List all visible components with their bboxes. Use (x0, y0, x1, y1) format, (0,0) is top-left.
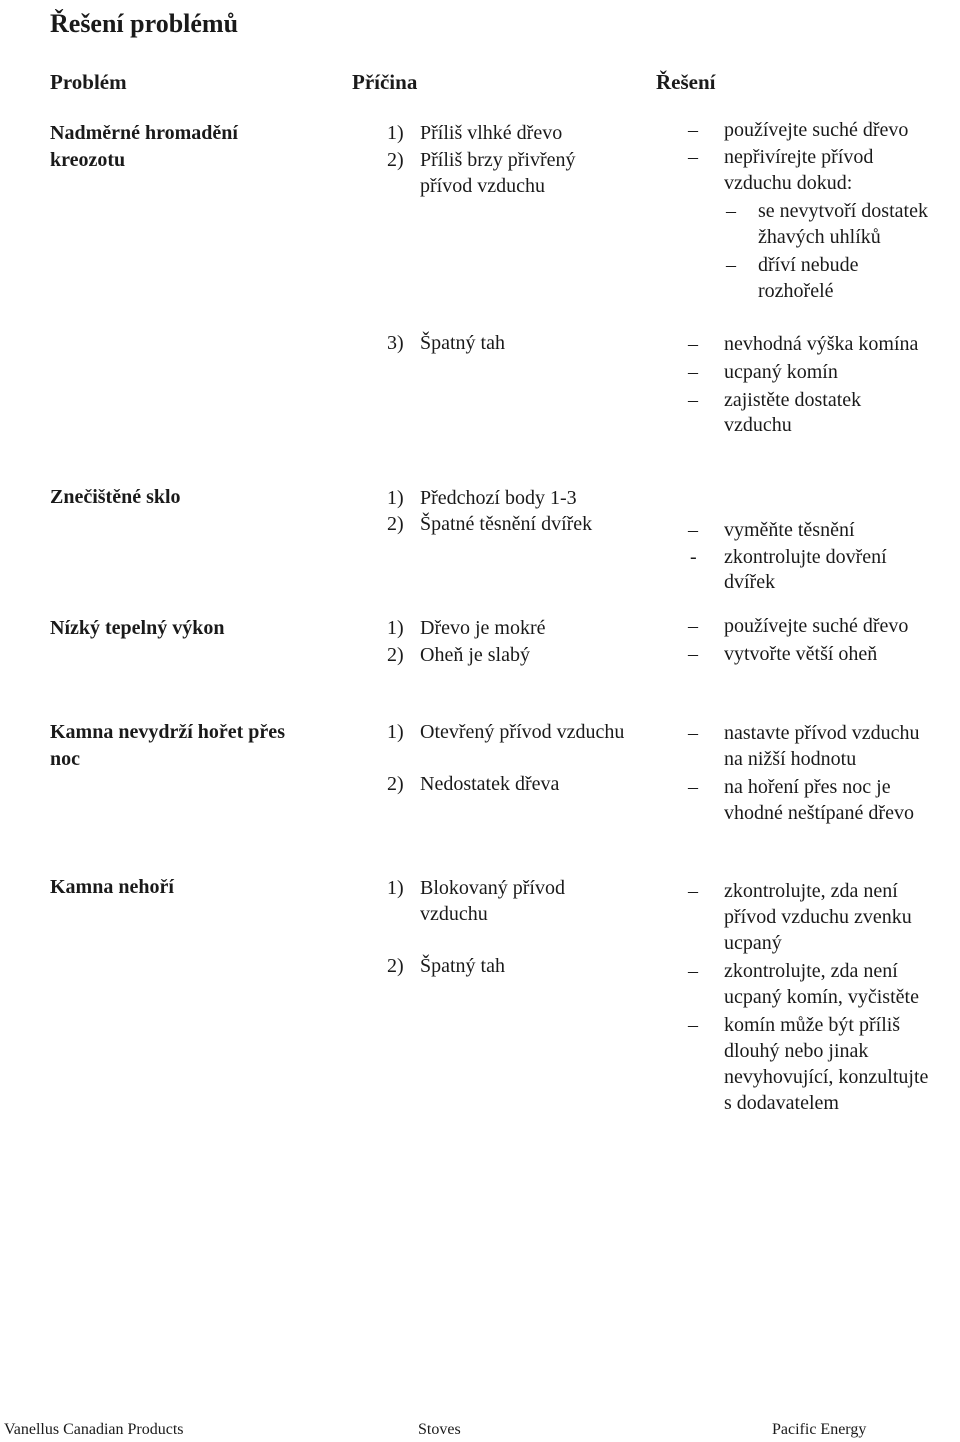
solution-text: vhodné neštípané dřevo (724, 802, 914, 824)
cause-number: 1) (387, 617, 404, 639)
footer-brand: Pacific Energy (772, 1421, 867, 1438)
solution-text: nevyhovující, konzultujte (724, 1066, 929, 1088)
solution-dash: – (688, 361, 698, 383)
solution-dash: – (688, 519, 698, 541)
solution-text: na hoření přes noc je (724, 776, 891, 798)
solution-text: ucpaný komín (724, 361, 838, 383)
cause-text: přívod vzduchu (420, 175, 545, 197)
solution-dash: – (726, 200, 736, 222)
cause-text: Blokovaný přívod (420, 877, 565, 899)
problem-label: Znečištěné sklo (50, 486, 181, 508)
cause-number: 1) (387, 487, 404, 509)
column-header-cause: Příčina (352, 70, 418, 94)
cause-number: 1) (387, 721, 404, 743)
cause-text: Nedostatek dřeva (420, 773, 560, 795)
solution-dash: – (688, 615, 698, 637)
solution-text: žhavých uhlíků (758, 226, 881, 248)
cause-number: 2) (387, 513, 404, 535)
solution-text: zkontrolujte dovření (724, 546, 887, 568)
solution-text: používejte suché dřevo (724, 119, 909, 141)
column-header-problem: Problém (50, 70, 127, 94)
solution-text: používejte suché dřevo (724, 615, 909, 637)
solution-text: zajistěte dostatek (724, 389, 862, 411)
solution-text: dlouhý nebo jinak (724, 1040, 869, 1062)
solution-text: dvířek (724, 571, 776, 593)
solution-text: vzduchu (724, 414, 792, 436)
footer-company: Vanellus Canadian Products (4, 1421, 184, 1438)
solution-text: nastavte přívod vzduchu (724, 722, 920, 744)
solution-text: zkontrolujte, zda není (724, 880, 898, 902)
solution-dash: – (688, 333, 698, 355)
problem-label: Kamna nehoří (50, 876, 174, 898)
solution-dash: – (688, 776, 698, 798)
cause-number: 2) (387, 773, 404, 795)
cause-number: 1) (387, 122, 404, 144)
solution-dash: – (688, 722, 698, 744)
cause-text: Oheň je slabý (420, 644, 530, 666)
problem-label: Kamna nevydrží hořet přes (50, 721, 285, 743)
solution-dash: – (688, 389, 698, 411)
solution-dash: - (690, 546, 697, 568)
solution-dash: – (688, 1014, 698, 1036)
cause-number: 2) (387, 644, 404, 666)
solution-text: vzduchu dokud: (724, 172, 853, 194)
cause-text: Otevřený přívod vzduchu (420, 721, 625, 743)
problem-label: noc (50, 748, 80, 770)
solution-text: s dodavatelem (724, 1092, 839, 1114)
cause-number: 1) (387, 877, 404, 899)
cause-text: vzduchu (420, 903, 488, 925)
solution-text: vytvořte větší oheň (724, 643, 878, 665)
solution-text: nevhodná výška komína (724, 333, 919, 355)
solution-dash: – (688, 643, 698, 665)
solution-dash: – (688, 960, 698, 982)
solution-text: komín může být příliš (724, 1014, 901, 1036)
solution-dash: – (688, 880, 698, 902)
problem-label: Nadměrné hromadění (50, 122, 238, 144)
cause-text: Špatný tah (420, 332, 505, 354)
solution-text: ucpaný komín, vyčistěte (724, 986, 919, 1008)
solution-text: se nevytvoří dostatek (758, 200, 928, 222)
cause-text: Příliš vlhké dřevo (420, 122, 563, 144)
page-title: Řešení problémů (50, 9, 239, 38)
solution-text: přívod vzduchu zvenku (724, 906, 912, 928)
solution-text: na nižší hodnotu (724, 748, 857, 770)
solution-dash: – (688, 119, 698, 141)
problem-label: kreozotu (50, 149, 126, 171)
solution-dash: – (726, 254, 736, 276)
footer-category: Stoves (418, 1421, 461, 1438)
cause-text: Dřevo je mokré (420, 617, 546, 639)
cause-text: Předchozí body 1-3 (420, 487, 577, 509)
cause-text: Špatný tah (420, 955, 505, 977)
cause-number: 3) (387, 332, 404, 354)
solution-text: vyměňte těsnění (724, 519, 855, 541)
problem-label: Nízký tepelný výkon (50, 617, 225, 639)
solution-text: nepřivírejte přívod (724, 146, 874, 168)
cause-text: Příliš brzy přivřený (420, 149, 576, 171)
solution-text: dříví nebude (758, 254, 859, 276)
solution-dash: – (688, 146, 698, 168)
column-header-solution: Řešení (656, 70, 716, 94)
cause-number: 2) (387, 955, 404, 977)
solution-text: rozhořelé (758, 280, 834, 302)
solution-text: zkontrolujte, zda není (724, 960, 898, 982)
solution-text: ucpaný (724, 932, 782, 954)
cause-number: 2) (387, 149, 404, 171)
cause-text: Špatné těsnění dvířek (420, 513, 593, 535)
